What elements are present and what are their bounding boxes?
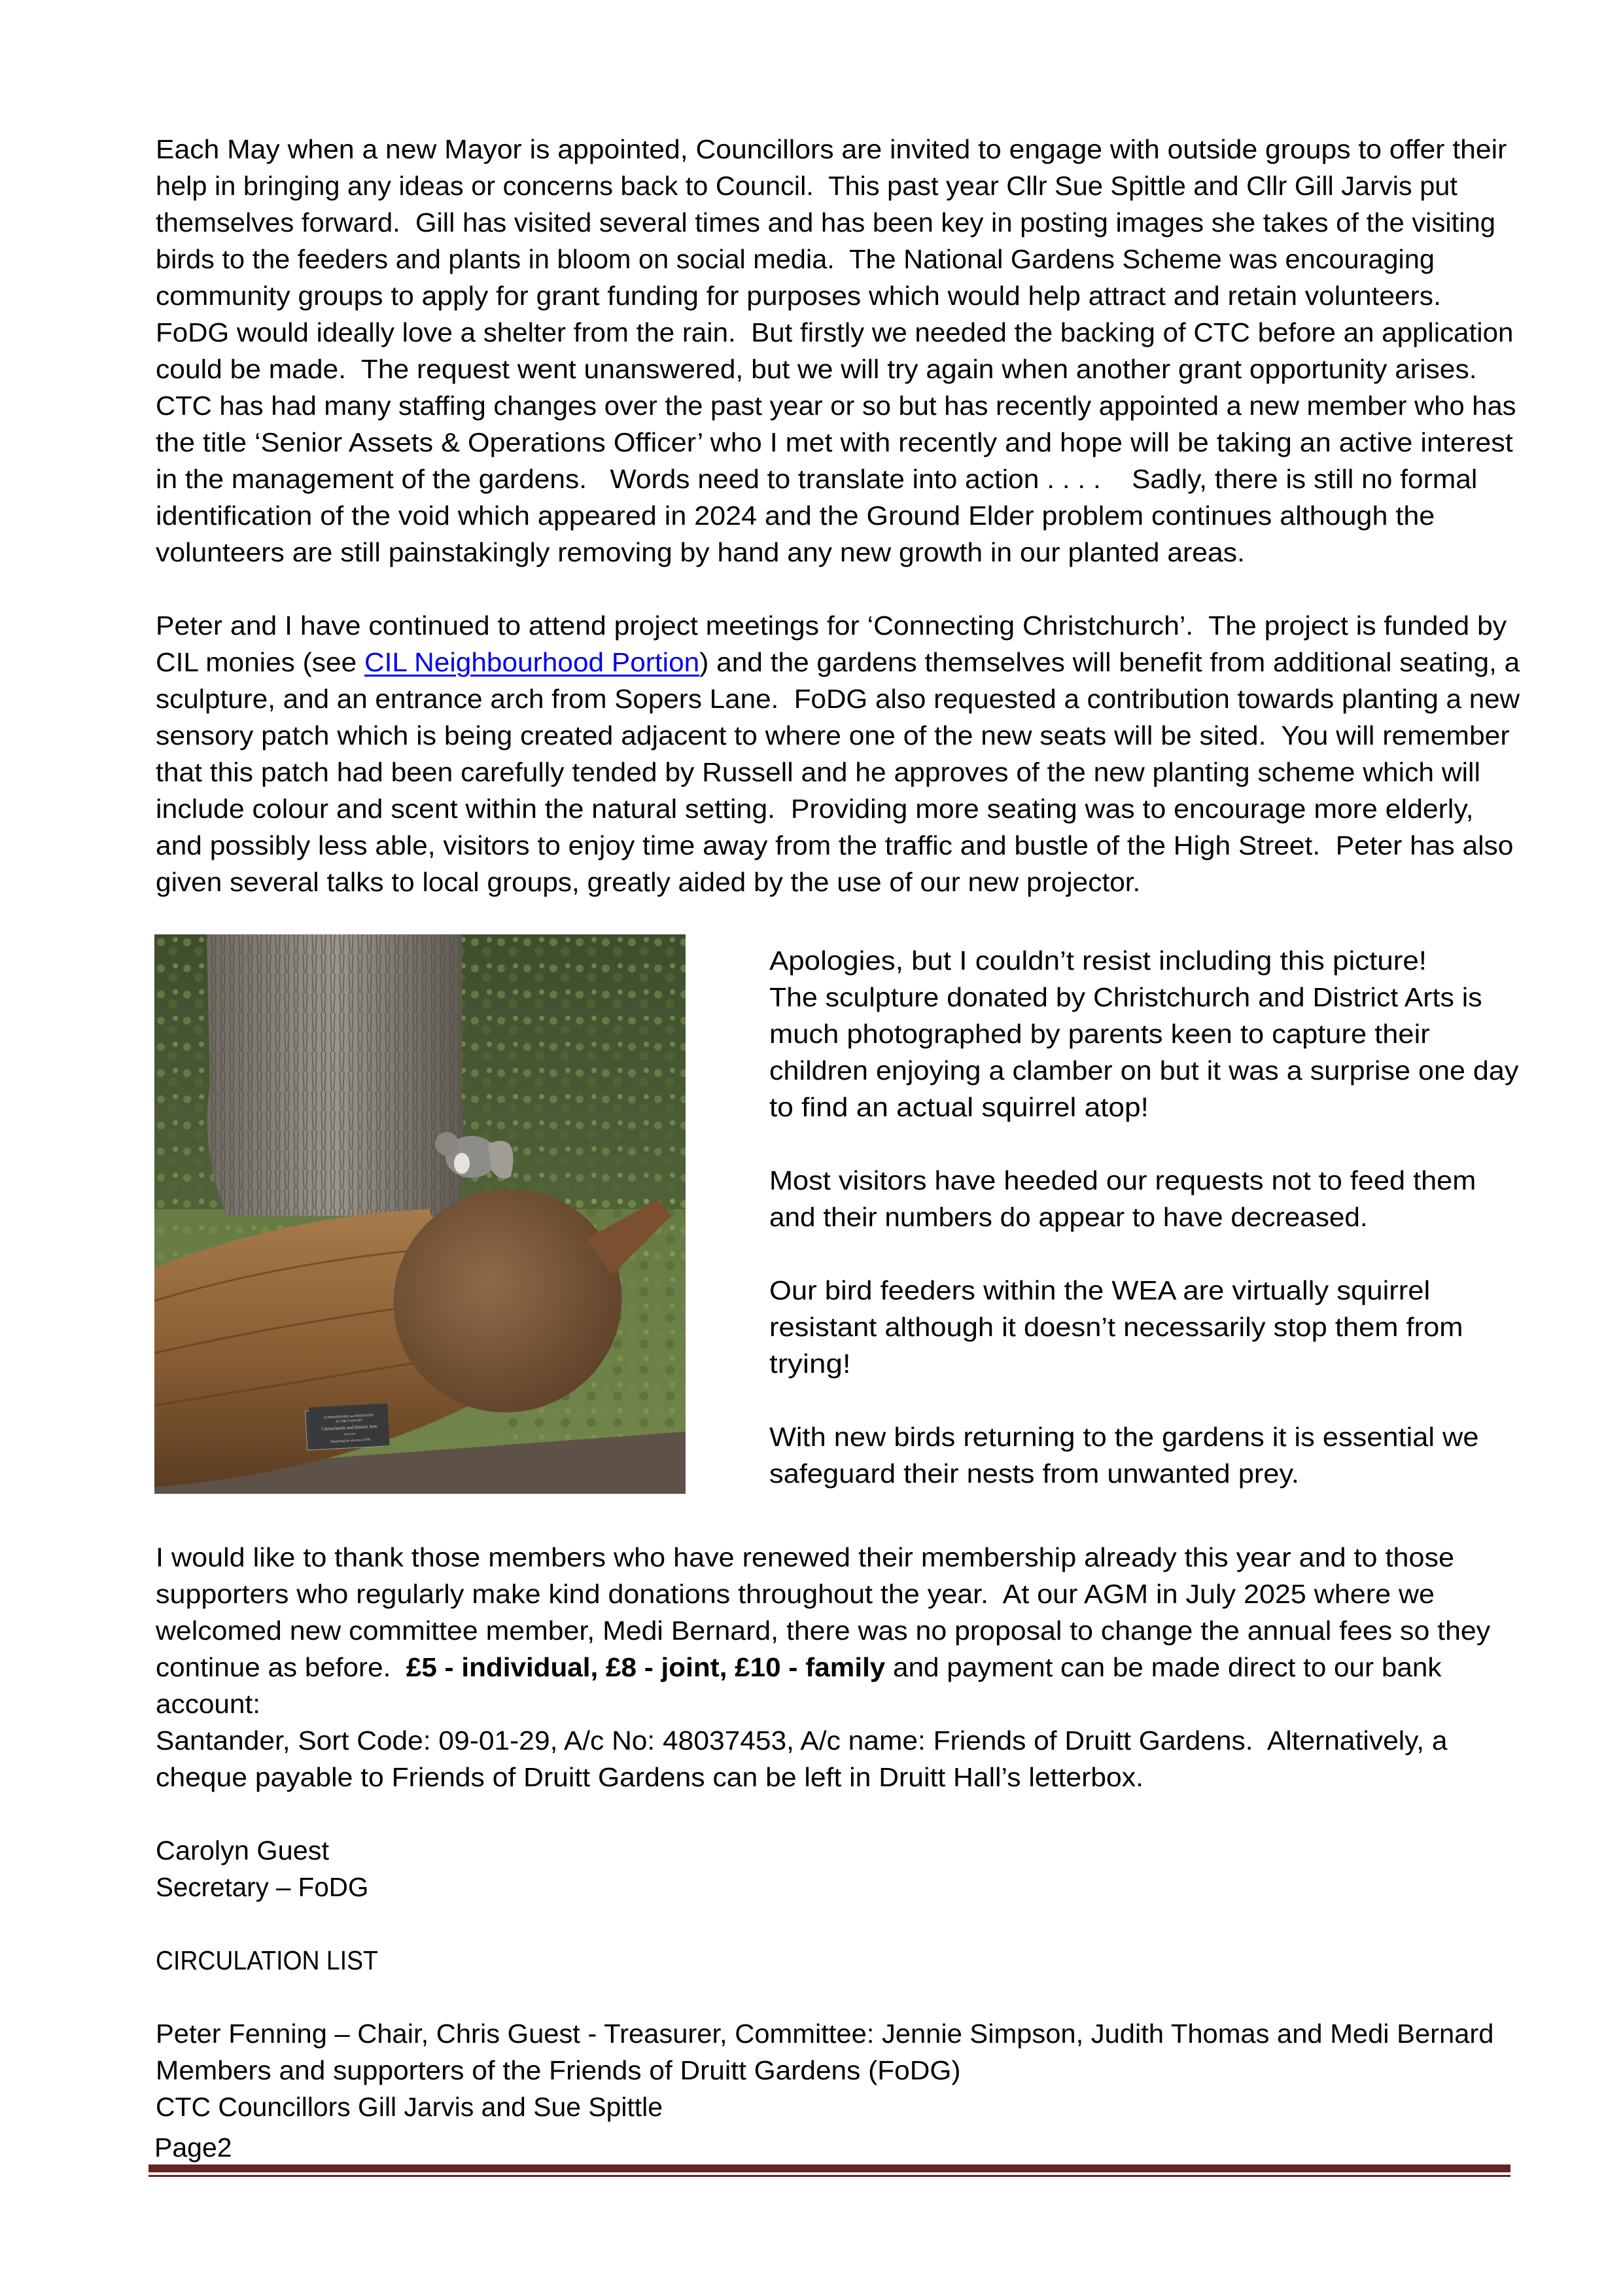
circulation-item: CTC Councillors Gill Jarvis and Sue Spittle xyxy=(156,2092,663,2122)
caption-line: With new birds returning to the gardens it is essential we xyxy=(769,1422,1479,1452)
membership-fees: £5 - individual, £8 - joint, £10 - family xyxy=(406,1652,886,1682)
cil-neighbourhood-portion-link[interactable]: CIL Neighbourhood Portion xyxy=(364,647,700,677)
bank-details-line: Santander, Sort Code: 09-01-29, A/c No: 48037453, A/c name: Friends of Druitt Gardens. Alternatively, a xyxy=(156,1725,1448,1756)
text-line: sensory patch which is being created adjacent to where one of the new seats will be sited. You will remember xyxy=(156,720,1510,751)
text-line: birds to the feeders and plants in bloom on social media. The National Gardens Scheme was encouraging xyxy=(156,244,1435,274)
text-line: FoDG would ideally love a shelter from the rain. But firstly we needed the backing of CTC before an application xyxy=(156,317,1514,347)
caption-line: and their numbers do appear to have decreased. xyxy=(769,1202,1368,1232)
text-line: help in bringing any ideas or concerns back to Council. This past year Cllr Sue Spittle and Cllr Gill Jarvis put xyxy=(156,171,1457,201)
circulation-item: Members and supporters of the Friends of Druitt Gardens (FoDG) xyxy=(156,2055,961,2085)
text-line: in the management of the gardens. Words need to translate into action . . . . Sadly, there is still no formal xyxy=(156,464,1478,494)
text-line: Peter and I have continued to attend project meetings for ‘Connecting Christchurch’. The project is funded by xyxy=(156,610,1507,641)
text-line: Each May when a new Mayor is appointed, Councillors are invited to engage with outside groups to offer their xyxy=(156,134,1507,164)
text-line: volunteers are still painstakingly removing by hand any new growth in our planted areas. xyxy=(156,537,1245,567)
plaque-text-line: Christchurch and District Arts xyxy=(321,1423,377,1432)
text-line: identification of the void which appeared in 2024 and the Ground Elder problem continues although the xyxy=(156,501,1435,531)
text-line: CTC has had many staffing changes over the past year or so but has recently appointed a new member who has xyxy=(156,391,1516,421)
text-line: welcomed new committee member, Medi Bernard, there was no proposal to change the annual fees so they xyxy=(156,1616,1491,1646)
text-line: supporters who regularly make kind donations throughout the year. At our AGM in July 2025 where we xyxy=(156,1579,1435,1609)
caption-line: children enjoying a clamber on but it was a surprise one day xyxy=(769,1055,1519,1086)
caption-line: Our bird feeders within the WEA are virtually squirrel xyxy=(769,1275,1431,1305)
plaque-text-line: Supporting the arts since 1978 xyxy=(330,1438,370,1444)
circulation-item: Peter Fenning – Chair, Chris Guest - Treasurer, Committee: Jennie Simpson, Judith Thomas and Medi Bernard xyxy=(156,2019,1494,2049)
signatory-role: Secretary – FoDG xyxy=(156,1872,369,1902)
plaque-text-line: JUNE 2021 xyxy=(343,1432,357,1436)
text-line: account: xyxy=(156,1689,260,1719)
text-fragment: and payment can be made direct to our bank xyxy=(885,1652,1442,1682)
text-line: given several talks to local groups, greatly aided by the use of our new projector. xyxy=(156,867,1141,897)
text-line: include colour and scent within the natural setting. Providing more seating was to encourage more elderly, xyxy=(156,794,1474,824)
plaque-text-line: COMMISSIONED and PRESENTED xyxy=(323,1414,374,1421)
text-line-with-link xyxy=(156,644,1520,680)
text-line: themselves forward. Gill has visited several times and has been key in posting images she takes of the visiting xyxy=(156,207,1495,238)
caption-line: trying! xyxy=(769,1349,851,1379)
squirrel-acorn-photo xyxy=(154,934,686,1494)
text-line: sculpture, and an entrance arch from Sopers Lane. FoDG also requested a contribution towards planting a new xyxy=(156,684,1520,714)
footer-rule-thin xyxy=(148,2175,1510,2177)
caption-line: to find an actual squirrel atop! xyxy=(769,1092,1149,1122)
plaque-text-line: TO THE TOWN BY xyxy=(335,1419,363,1424)
text-line: cheque payable to Friends of Druitt Gardens can be left in Druitt Hall’s letterbox. xyxy=(156,1762,1143,1792)
caption-line: safeguard their nests from unwanted prey. xyxy=(769,1458,1299,1489)
text-line: I would like to thank those members who have renewed their membership already this year and to those xyxy=(156,1542,1455,1572)
text-line: and possibly less able, visitors to enjoy time away from the traffic and bustle of the High Street. Peter has also xyxy=(156,830,1514,860)
text-line: that this patch had been carefully tended by Russell and he approves of the new planting scheme which will xyxy=(156,757,1480,787)
caption-line: much photographed by parents keen to capture their xyxy=(769,1019,1430,1049)
photo-illustration xyxy=(154,934,686,1494)
text-fragment: continue as before. xyxy=(156,1652,406,1682)
text-line: could be made. The request went unanswered, but we will try again when another grant opportunity arises. xyxy=(156,354,1477,384)
caption-line: resistant although it doesn’t necessarily stop them from xyxy=(769,1312,1463,1342)
text-line: community groups to apply for grant funding for purposes which would help attract and retain volunteers. xyxy=(156,281,1441,311)
circulation-heading: CIRCULATION LIST xyxy=(156,1945,378,1975)
page-number: Page2 xyxy=(154,2132,232,2163)
text-fragment: CIL monies (see xyxy=(156,647,364,677)
caption-line: Most visitors have heeded our requests not to feed them xyxy=(769,1165,1476,1195)
caption-line: The sculpture donated by Christchurch and District Arts is xyxy=(769,982,1482,1012)
caption-line: Apologies, but I couldn’t resist including this picture! xyxy=(769,945,1427,976)
footer-rule-thick xyxy=(148,2164,1510,2172)
text-fragment: ) and the gardens themselves will benefit from additional seating, a xyxy=(699,647,1520,677)
signatory-name: Carolyn Guest xyxy=(156,1835,330,1865)
text-line: the title ‘Senior Assets & Operations Officer’ who I met with recently and hope will be taking an active interest xyxy=(156,427,1513,457)
membership-fees-line xyxy=(156,1649,1441,1686)
